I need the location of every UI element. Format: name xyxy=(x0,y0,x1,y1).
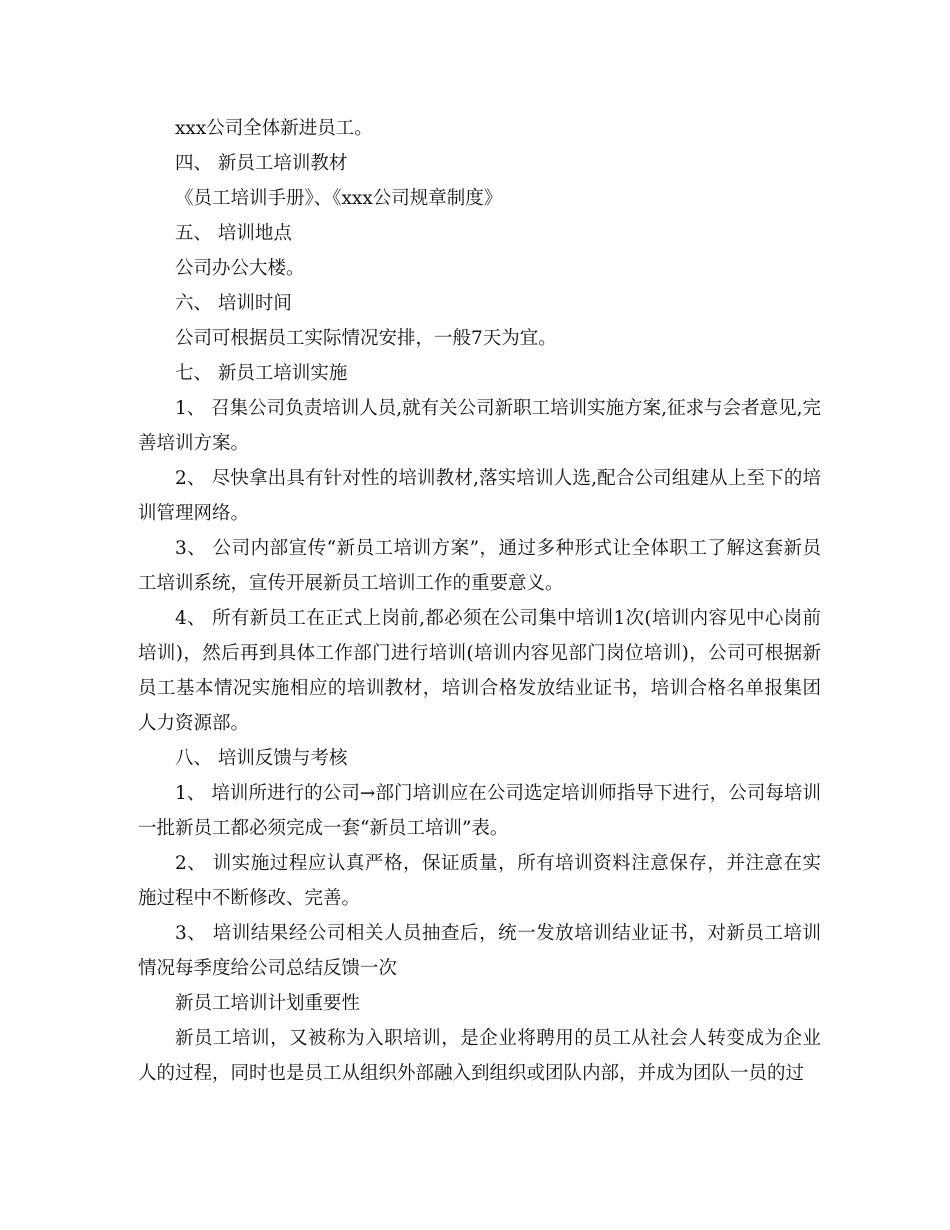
paragraph-location: 公司办公大楼。 xyxy=(175,258,305,279)
paragraph-implementation-4: 4、 所有新员工在正式上岗前,都必须在公司集中培训1次(培训内容见中心岗前培训)，然后再到具体工作部门进行培训(培训内容见部门岗位培训)，公司可根据新员工基本情况实施相应的培训教材，培训合格发放结业证书，培训合格名单报集团人力资源部。 xyxy=(138,608,821,734)
heading-section-7: 七、 新员工培训实施 xyxy=(175,363,348,384)
heading-section-6: 六、 培训时间 xyxy=(175,293,292,314)
heading-section-5: 五、 培训地点 xyxy=(175,223,292,244)
paragraph-materials: 《员工培训手册》、《xxx公司规章制度》 xyxy=(175,188,503,209)
heading-importance: 新员工培训计划重要性 xyxy=(175,993,361,1014)
paragraph-implementation-3: 3、 公司内部宣传“新员工培训方案”，通过多种形式让全体职工了解这套新员工培训系统，宣传开展新员工培训工作的重要意义。 xyxy=(138,538,821,594)
heading-section-8: 八、 培训反馈与考核 xyxy=(175,748,348,769)
paragraph-implementation-2: 2、 尽快拿出具有针对性的培训教材,落实培训人选,配合公司组建从上至下的培训管理网络。 xyxy=(138,468,821,524)
paragraph-feedback-3: 3、 培训结果经公司相关人员抽查后，统一发放培训结业证书，对新员工培训情况每季度给公司总结反馈一次 xyxy=(138,923,821,979)
heading-section-4: 四、 新员工培训教材 xyxy=(175,153,348,174)
paragraph-feedback-1: 1、 培训所进行的公司→部门培训应在公司选定培训师指导下进行，公司每培训一批新员工都必须完成一套“新员工培训”表。 xyxy=(138,783,821,839)
paragraph-target-staff: xxx公司全体新进员工。 xyxy=(175,118,373,139)
paragraph-implementation-1: 1、 召集公司负责培训人员,就有关公司新职工培训实施方案,征求与会者意见,完善培训方案。 xyxy=(138,398,821,454)
paragraph-time: 公司可根据员工实际情况安排，一般7天为宜。 xyxy=(175,328,557,349)
paragraph-feedback-2: 2、 训实施过程应认真严格，保证质量，所有培训资料注意保存，并注意在实施过程中不断修改、完善。 xyxy=(138,853,821,909)
paragraph-importance: 新员工培训，又被称为入职培训，是企业将聘用的员工从社会人转变成为企业人的过程，同时也是员工从组织外部融入到组织或团队内部，并成为团队一员的过 xyxy=(138,1028,821,1084)
